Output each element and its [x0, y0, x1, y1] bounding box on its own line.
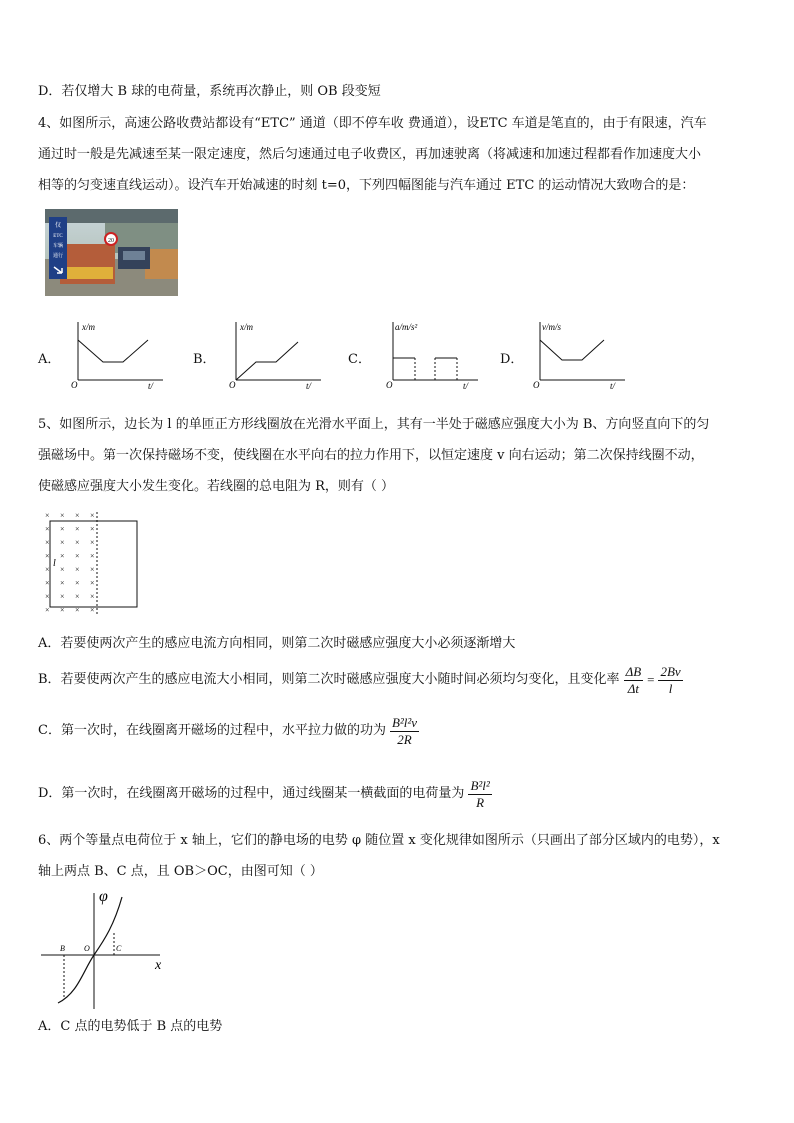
field-x-mark: ×	[75, 592, 80, 601]
field-x-mark: ×	[45, 605, 50, 615]
field-x-mark: ×	[45, 565, 50, 574]
field-x-mark: ×	[75, 578, 80, 588]
svg-text:x: x	[155, 958, 162, 973]
field-x-mark: ×	[75, 605, 80, 615]
sign-text-2: ETC	[53, 234, 63, 239]
svg-text:O: O	[533, 380, 540, 390]
svg-text:t/: t/	[306, 381, 312, 390]
svg-text:B: B	[60, 944, 65, 953]
q4-stem-line1: 4、如图所示，高速公路收费站都设有“ETC” 通道（即不停车收 费通道），设ETC 车道是笔直的，由于有限速，汽车	[38, 116, 707, 131]
svg-text:l: l	[53, 558, 56, 569]
q4-option-a-label: A．	[38, 352, 61, 367]
field-x-mark: ×	[90, 524, 95, 534]
sign-text-1: 仅	[54, 223, 62, 229]
q4-option-d-label: D．	[500, 352, 524, 367]
q6-potential-graph	[38, 885, 173, 1013]
q4-option-c-label: C．	[348, 352, 371, 367]
q4-option-b-label: B．	[193, 352, 216, 367]
field-x-mark: ×	[60, 511, 65, 520]
svg-text:t/: t/	[148, 381, 154, 390]
q4-graph-c	[383, 318, 483, 390]
svg-text:O: O	[386, 380, 393, 390]
field-x-mark: ×	[60, 565, 65, 574]
q5-stem-line3: 使磁感应强度大小发生变化。若线圈的总电阻为 R，则有（ ）	[38, 479, 395, 494]
svg-text:O: O	[84, 944, 90, 953]
field-x-mark: ×	[90, 592, 95, 601]
svg-text:t/: t/	[463, 381, 469, 390]
field-x-mark: ×	[90, 551, 95, 561]
field-x-mark: ×	[75, 538, 80, 547]
svg-text:t/: t/	[610, 381, 616, 390]
field-x-mark: ×	[60, 551, 65, 561]
q4-stem-line2: 通过时一般是先减速至某一限定速度，然后匀速通过电子收费区，再加速驶离（将减速和加速过程都看作加速度大小	[38, 147, 702, 162]
field-x-mark: ×	[45, 551, 50, 561]
field-x-mark: ×	[90, 578, 95, 588]
field-x-mark: ×	[60, 605, 65, 615]
svg-text:a/m/s²: a/m/s²	[395, 322, 418, 332]
q4-graph-a	[68, 318, 168, 390]
field-x-mark: ×	[75, 551, 80, 561]
field-x-mark: ×	[75, 524, 80, 534]
q4-stem-line3: 相等的匀变速直线运动）。设汽车开始减速的时刻 t=0，下列四幅图能与汽车通过 ETC 的运动情况大致吻合的是：	[38, 178, 695, 193]
svg-text:x/m: x/m	[82, 322, 95, 332]
q5-option-a: A．若要使两次产生的感应电流方向相同，则第二次时磁感应强度大小必须逐渐增大	[38, 636, 516, 651]
field-x-mark: ×	[90, 605, 95, 615]
q5-stem-line1: 5、如图所示，边长为 l 的单匝正方形线圈放在光滑水平面上，其有一半处于磁感应强度大小为 B、方向竖直向下的匀	[38, 417, 710, 432]
q6-stem-line2: 轴上两点 B、C 点，且 OB＞OC，由图可知（ ）	[38, 864, 323, 879]
field-x-mark: ×	[60, 578, 65, 588]
sign-text-3: 车辆	[52, 244, 64, 249]
q3-option-d: D．若仅增大 B 球的电荷量，系统再次静止，则 OB 段变短	[38, 84, 381, 99]
q5-stem-line2: 强磁场中。第一次保持磁场不变，使线圈在水平向右的拉力作用下，以恒定速度 v 向右运动；第二次保持线圈不动，	[38, 448, 704, 463]
speed-limit-text: 20	[108, 238, 114, 244]
field-x-mark: ×	[45, 592, 50, 601]
field-x-mark: ×	[45, 511, 50, 520]
svg-text:v/m/s: v/m/s	[542, 322, 561, 332]
sign-text-4: 通行	[52, 254, 64, 259]
q5-option-c: C．第一次时，在线圈离开磁场的过程中，水平拉力做的功为 $\frac{\text{B²l²v}}{2R}$	[38, 714, 418, 747]
field-x-mark: ×	[90, 538, 95, 547]
field-x-mark: ×	[75, 565, 80, 574]
etc-photo	[45, 209, 178, 296]
field-x-mark: ×	[45, 524, 50, 534]
field-x-mark: ×	[90, 565, 95, 574]
q5-option-d: D．第一次时，在线圈离开磁场的过程中，通过线圈某一横截面的电荷量为 $\frac{\text{B²l²}}{R}$	[38, 777, 490, 810]
field-x-mark: ×	[90, 511, 95, 520]
field-x-mark: ×	[75, 511, 80, 520]
q6-option-a: A．C 点的电势低于 B 点的电势	[38, 1019, 223, 1034]
q4-graph-b	[226, 318, 326, 390]
field-x-mark: ×	[60, 538, 65, 547]
svg-text:O: O	[71, 380, 78, 390]
field-x-mark: ×	[60, 592, 65, 601]
svg-text:O: O	[229, 380, 236, 390]
q6-stem-line1: 6、两个等量点电荷位于 x 轴上，它们的静电场的电势 φ 随位置 x 变化规律如图所示（只画出了部分区域内的电势），x	[38, 833, 720, 848]
svg-text:C: C	[116, 944, 122, 953]
svg-text:x/m: x/m	[240, 322, 253, 332]
field-x-mark: ×	[45, 578, 50, 588]
q4-graph-d	[530, 318, 630, 390]
q5-magnetic-field-figure	[40, 508, 145, 620]
svg-text:φ: φ	[99, 888, 108, 905]
field-x-mark: ×	[60, 524, 65, 534]
field-x-mark: ×	[45, 538, 50, 547]
q5-option-b: B．若要使两次产生的感应电流大小相同，则第二次时磁感应强度大小随时间必须均匀变化，且变化率 $\frac{\Delta B}{\Delta t}$ = $\frac{2Bv}{l}$	[38, 663, 681, 696]
